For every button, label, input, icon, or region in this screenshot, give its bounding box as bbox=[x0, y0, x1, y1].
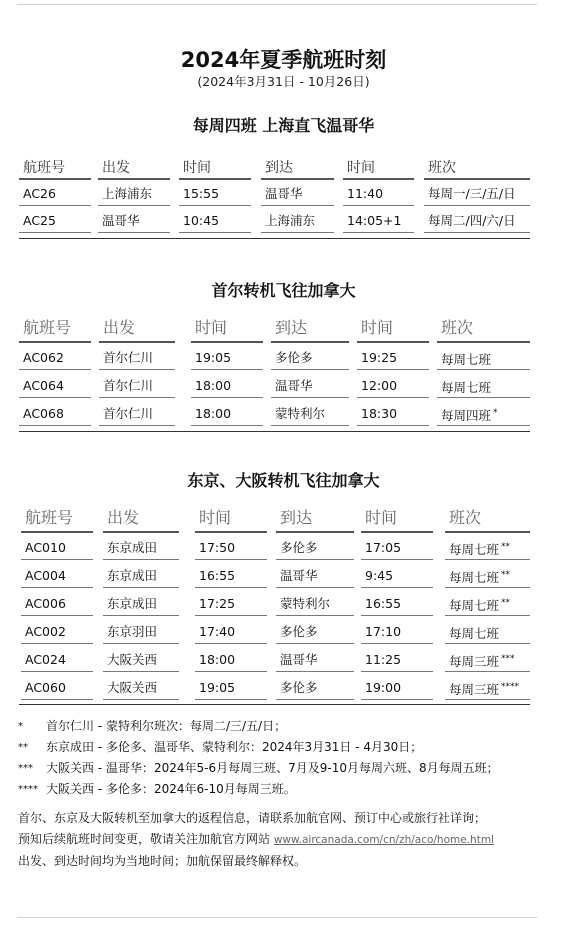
section-title-tokyo-osaka: 东京、大阪转机飞往加拿大 bbox=[187, 471, 380, 490]
info-paragraph bbox=[18, 808, 558, 872]
col-depart-header: 出发 bbox=[103, 503, 179, 533]
arrive-city: 温哥华 bbox=[271, 373, 349, 398]
depart-time: 17:25 bbox=[195, 591, 267, 616]
timetable-tokyo-osaka bbox=[19, 503, 530, 703]
col-freq-header: 班次 bbox=[437, 313, 530, 343]
table-row bbox=[19, 209, 530, 236]
depart-time: 17:40 bbox=[195, 619, 267, 644]
depart-city: 东京成田 bbox=[103, 563, 179, 588]
arrive-city: 多伦多 bbox=[276, 535, 354, 560]
arrive-city: 蒙特利尔 bbox=[271, 401, 349, 426]
depart-city: 东京羽田 bbox=[103, 619, 179, 644]
footnote-text: 东京成田 - 多伦多、温哥华、蒙特利尔：2024年3月31日 - 4月30日； bbox=[46, 740, 423, 754]
timetable-shanghai bbox=[19, 154, 530, 236]
arrive-time: 19:25 bbox=[357, 345, 429, 370]
arrive-time: 12:00 bbox=[357, 373, 429, 398]
depart-city: 东京成田 bbox=[103, 591, 179, 616]
arrive-time: 19:00 bbox=[361, 675, 433, 700]
arrive-time: 17:05 bbox=[361, 535, 433, 560]
flight-no: AC25 bbox=[19, 209, 91, 233]
frequency: 每周七班 bbox=[445, 619, 530, 644]
arrive-city: 多伦多 bbox=[276, 675, 354, 700]
col-deptime-header: 时间 bbox=[195, 503, 267, 533]
flight-no: AC024 bbox=[21, 647, 93, 672]
col-freq-header: 班次 bbox=[445, 503, 530, 533]
footnote-text: 首尔仁川 - 蒙特利尔班次：每周二/三/五/日； bbox=[46, 719, 287, 733]
arrive-time: 11:40 bbox=[343, 182, 414, 206]
table-row bbox=[19, 619, 530, 647]
table-row bbox=[19, 345, 530, 373]
top-divider bbox=[17, 4, 537, 5]
arrive-time: 11:25 bbox=[361, 647, 433, 672]
arrive-city: 蒙特利尔 bbox=[276, 591, 354, 616]
frequency: 每周七班 ** bbox=[445, 535, 530, 560]
table-header-row bbox=[19, 313, 530, 345]
depart-time: 18:00 bbox=[191, 373, 263, 398]
footnote bbox=[18, 737, 558, 758]
footnote bbox=[18, 716, 558, 737]
table-row bbox=[19, 563, 530, 591]
arrive-time: 16:55 bbox=[361, 591, 433, 616]
frequency: 每周七班 ** bbox=[445, 563, 530, 588]
table-row bbox=[19, 535, 530, 563]
page-title: 2024年夏季航班时刻 bbox=[180, 48, 387, 72]
col-flight-header: 航班号 bbox=[19, 154, 91, 180]
table-bottom-rule bbox=[19, 431, 530, 432]
depart-time: 10:45 bbox=[179, 209, 251, 233]
depart-time: 17:50 bbox=[195, 535, 267, 560]
frequency: 每周七班 bbox=[437, 373, 530, 398]
depart-city: 东京成田 bbox=[103, 535, 179, 560]
footnote bbox=[18, 758, 558, 779]
table-header-row bbox=[19, 503, 530, 535]
section-title-shanghai: 每周四班 上海直飞温哥华 bbox=[192, 116, 375, 135]
arrive-city: 温哥华 bbox=[276, 647, 354, 672]
flight-no: AC004 bbox=[21, 563, 93, 588]
arrive-city: 上海浦东 bbox=[261, 209, 334, 233]
col-arrtime-header: 时间 bbox=[361, 503, 433, 533]
arrive-city: 多伦多 bbox=[271, 345, 349, 370]
footnote-mark: * bbox=[18, 721, 23, 732]
depart-time: 18:00 bbox=[191, 401, 263, 426]
frequency: 每周四班 * bbox=[437, 401, 530, 426]
depart-city: 上海浦东 bbox=[98, 182, 170, 206]
footnote-text: 大阪关西 - 温哥华：2024年5-6月每周三班、7月及9-10月每周六班、8月每周五班； bbox=[46, 761, 499, 775]
flight-no: AC060 bbox=[21, 675, 93, 700]
frequency: 每周二/四/六/日 bbox=[424, 209, 530, 233]
depart-city: 大阪关西 bbox=[103, 647, 179, 672]
table-row bbox=[19, 182, 530, 209]
flight-no: AC006 bbox=[21, 591, 93, 616]
depart-city: 首尔仁川 bbox=[99, 401, 175, 426]
frequency: 每周一/三/五/日 bbox=[424, 182, 530, 206]
table-header-row bbox=[19, 154, 530, 182]
depart-city: 首尔仁川 bbox=[99, 345, 175, 370]
frequency: 每周七班 ** bbox=[445, 591, 530, 616]
flight-no: AC062 bbox=[19, 345, 91, 370]
footnote bbox=[18, 779, 558, 800]
depart-time: 19:05 bbox=[195, 675, 267, 700]
arrive-time: 14:05+1 bbox=[343, 209, 414, 233]
table-row bbox=[19, 675, 530, 703]
table-row bbox=[19, 647, 530, 675]
info-line-local-time: 出发、到达时间均为当地时间；加航保留最终解释权。 bbox=[18, 854, 307, 868]
timetable-seoul bbox=[19, 313, 530, 429]
col-arrive-header: 到达 bbox=[276, 503, 354, 533]
col-deptime-header: 时间 bbox=[191, 313, 263, 343]
col-arrtime-header: 时间 bbox=[357, 313, 429, 343]
arrive-time: 18:30 bbox=[357, 401, 429, 426]
arrive-city: 多伦多 bbox=[276, 619, 354, 644]
depart-city: 大阪关西 bbox=[103, 675, 179, 700]
footnote-mark: ** bbox=[18, 742, 28, 753]
depart-time: 15:55 bbox=[179, 182, 251, 206]
table-row bbox=[19, 401, 530, 429]
frequency: 每周七班 bbox=[437, 345, 530, 370]
footnotes bbox=[18, 716, 558, 800]
col-flight-header: 航班号 bbox=[21, 503, 93, 533]
col-arrtime-header: 时间 bbox=[343, 154, 414, 180]
arrive-time: 9:45 bbox=[361, 563, 433, 588]
depart-time: 19:05 bbox=[191, 345, 263, 370]
info-line-return: 首尔、东京及大阪转机至加拿大的返程信息，请联系加航官网、预订中心或旅行社详询； bbox=[18, 811, 487, 825]
depart-time: 18:00 bbox=[195, 647, 267, 672]
flight-no: AC010 bbox=[21, 535, 93, 560]
table-row bbox=[19, 591, 530, 619]
footnote-mark: *** bbox=[18, 763, 33, 774]
flight-no: AC002 bbox=[21, 619, 93, 644]
arrive-city: 温哥华 bbox=[261, 182, 334, 206]
depart-city: 温哥华 bbox=[98, 209, 170, 233]
flight-no: AC064 bbox=[19, 373, 91, 398]
arrive-time: 17:10 bbox=[361, 619, 433, 644]
col-flight-header: 航班号 bbox=[19, 313, 91, 343]
table-row bbox=[19, 373, 530, 401]
col-arrive-header: 到达 bbox=[261, 154, 334, 180]
col-deptime-header: 时间 bbox=[179, 154, 251, 180]
frequency: 每周三班 **** bbox=[445, 675, 530, 700]
depart-city: 首尔仁川 bbox=[99, 373, 175, 398]
arrive-city: 温哥华 bbox=[276, 563, 354, 588]
aircanada-link[interactable]: www.aircanada.com/cn/zh/aco/home.html bbox=[273, 834, 494, 846]
flight-no: AC068 bbox=[19, 401, 91, 426]
frequency: 每周三班 *** bbox=[445, 647, 530, 672]
section-title-seoul: 首尔转机飞往加拿大 bbox=[211, 281, 356, 300]
info-line-website: 预知后续航班时间变更，敬请关注加航官方网站 www.aircanada.com/cn/zh/aco/home.html bbox=[18, 832, 494, 846]
flight-no: AC26 bbox=[19, 182, 91, 206]
table-bottom-rule bbox=[19, 704, 530, 705]
col-depart-header: 出发 bbox=[98, 154, 170, 180]
col-freq-header: 班次 bbox=[424, 154, 530, 180]
footnote-mark: **** bbox=[18, 784, 38, 795]
col-depart-header: 出发 bbox=[99, 313, 175, 343]
bottom-divider bbox=[17, 917, 537, 918]
col-arrive-header: 到达 bbox=[271, 313, 349, 343]
date-range: (2024年3月31日 - 10月26日) bbox=[197, 74, 370, 89]
footnote-text: 大阪关西 - 多伦多：2024年6-10月每周三班。 bbox=[46, 782, 296, 796]
depart-time: 16:55 bbox=[195, 563, 267, 588]
table-bottom-rule bbox=[19, 238, 530, 239]
